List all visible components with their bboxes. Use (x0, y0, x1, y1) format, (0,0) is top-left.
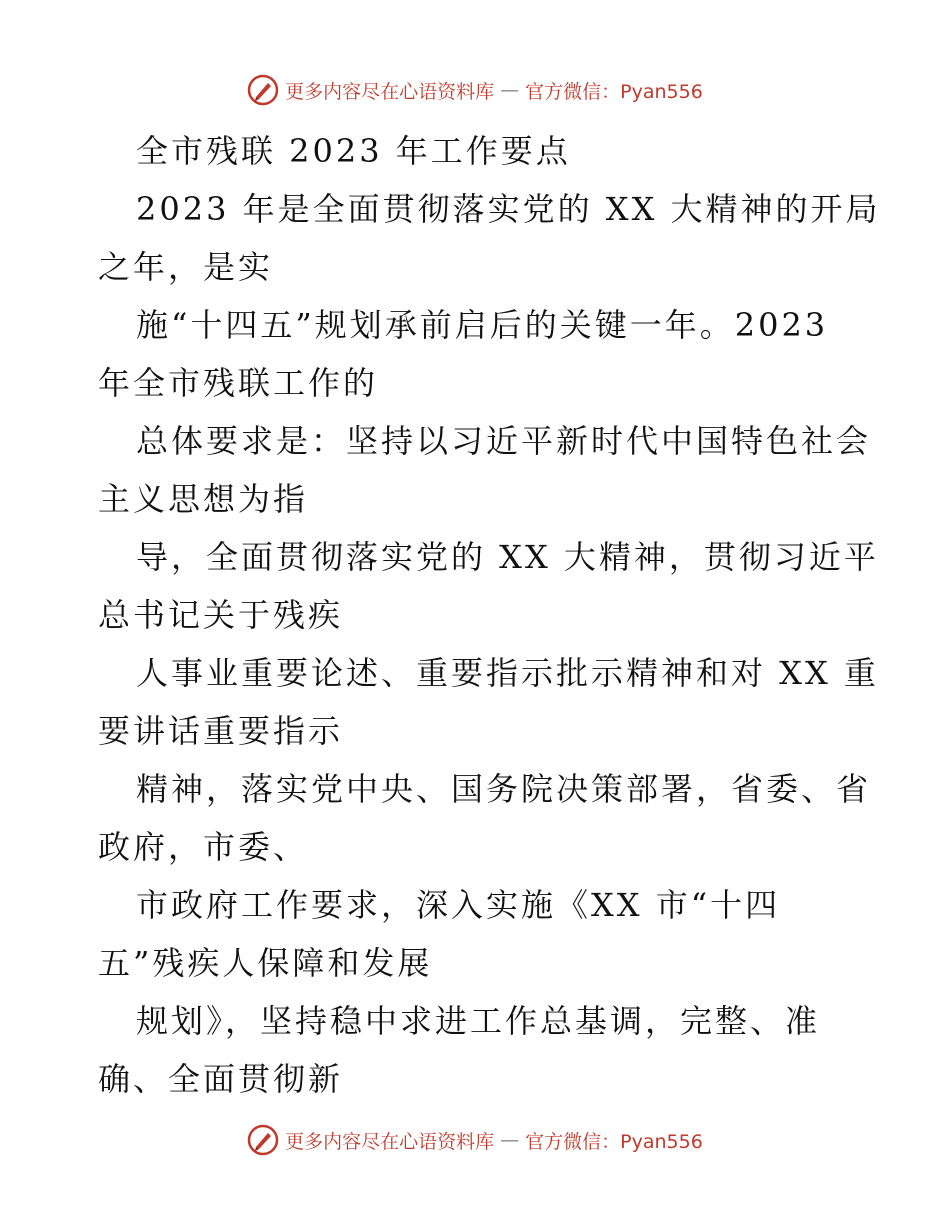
document-body (98, 122, 881, 1108)
doc-line: 总体要求是：坚持以习近平新时代中国特色社会 (136, 422, 872, 460)
doc-line: 人事业重要论述、重要指示批示精神和对 XX 重 (136, 654, 879, 692)
watermark-footer (0, 1122, 950, 1158)
watermark-wechat: 官方微信：Pyan556 (525, 80, 703, 103)
watermark-text: 更多内容尽在心语资料库 (285, 1130, 495, 1153)
quill-logo-icon (247, 74, 279, 106)
watermark-separator: — (500, 79, 520, 101)
watermark-separator: — (500, 1129, 520, 1151)
doc-line: 之年，是实 (98, 248, 274, 286)
doc-line: 施“十四五”规划承前启后的关键一年。2023 (136, 306, 829, 344)
doc-line: 规划》，坚持稳中求进工作总基调，完整、准 (136, 1002, 821, 1040)
doc-line: 政府，市委、 (98, 828, 309, 866)
doc-line: 精神，落实党中央、国务院决策部署，省委、省 (136, 770, 872, 808)
quill-logo-icon (247, 1124, 279, 1156)
doc-line: 2023 年是全面贯彻落实党的 XX 大精神的开局 (136, 190, 881, 228)
doc-line: 全市残联 2023 年工作要点 (136, 132, 571, 170)
doc-line: 导，全面贯彻落实党的 XX 大精神，贯彻习近平 (136, 538, 879, 576)
watermark-text: 更多内容尽在心语资料库 (285, 80, 495, 103)
doc-line: 市政府工作要求，深入实施《XX 市“十四 (136, 886, 781, 924)
doc-line: 确、全面贯彻新 (98, 1060, 344, 1098)
doc-line: 要讲话重要指示 (98, 712, 344, 750)
watermark-header (0, 72, 950, 108)
doc-line: 总书记关于残疾 (98, 596, 344, 634)
doc-line: 五”残疾人保障和发展 (98, 944, 433, 982)
watermark-wechat: 官方微信：Pyan556 (525, 1130, 703, 1153)
doc-line: 主义思想为指 (98, 480, 309, 518)
doc-line: 年全市残联工作的 (98, 364, 379, 402)
